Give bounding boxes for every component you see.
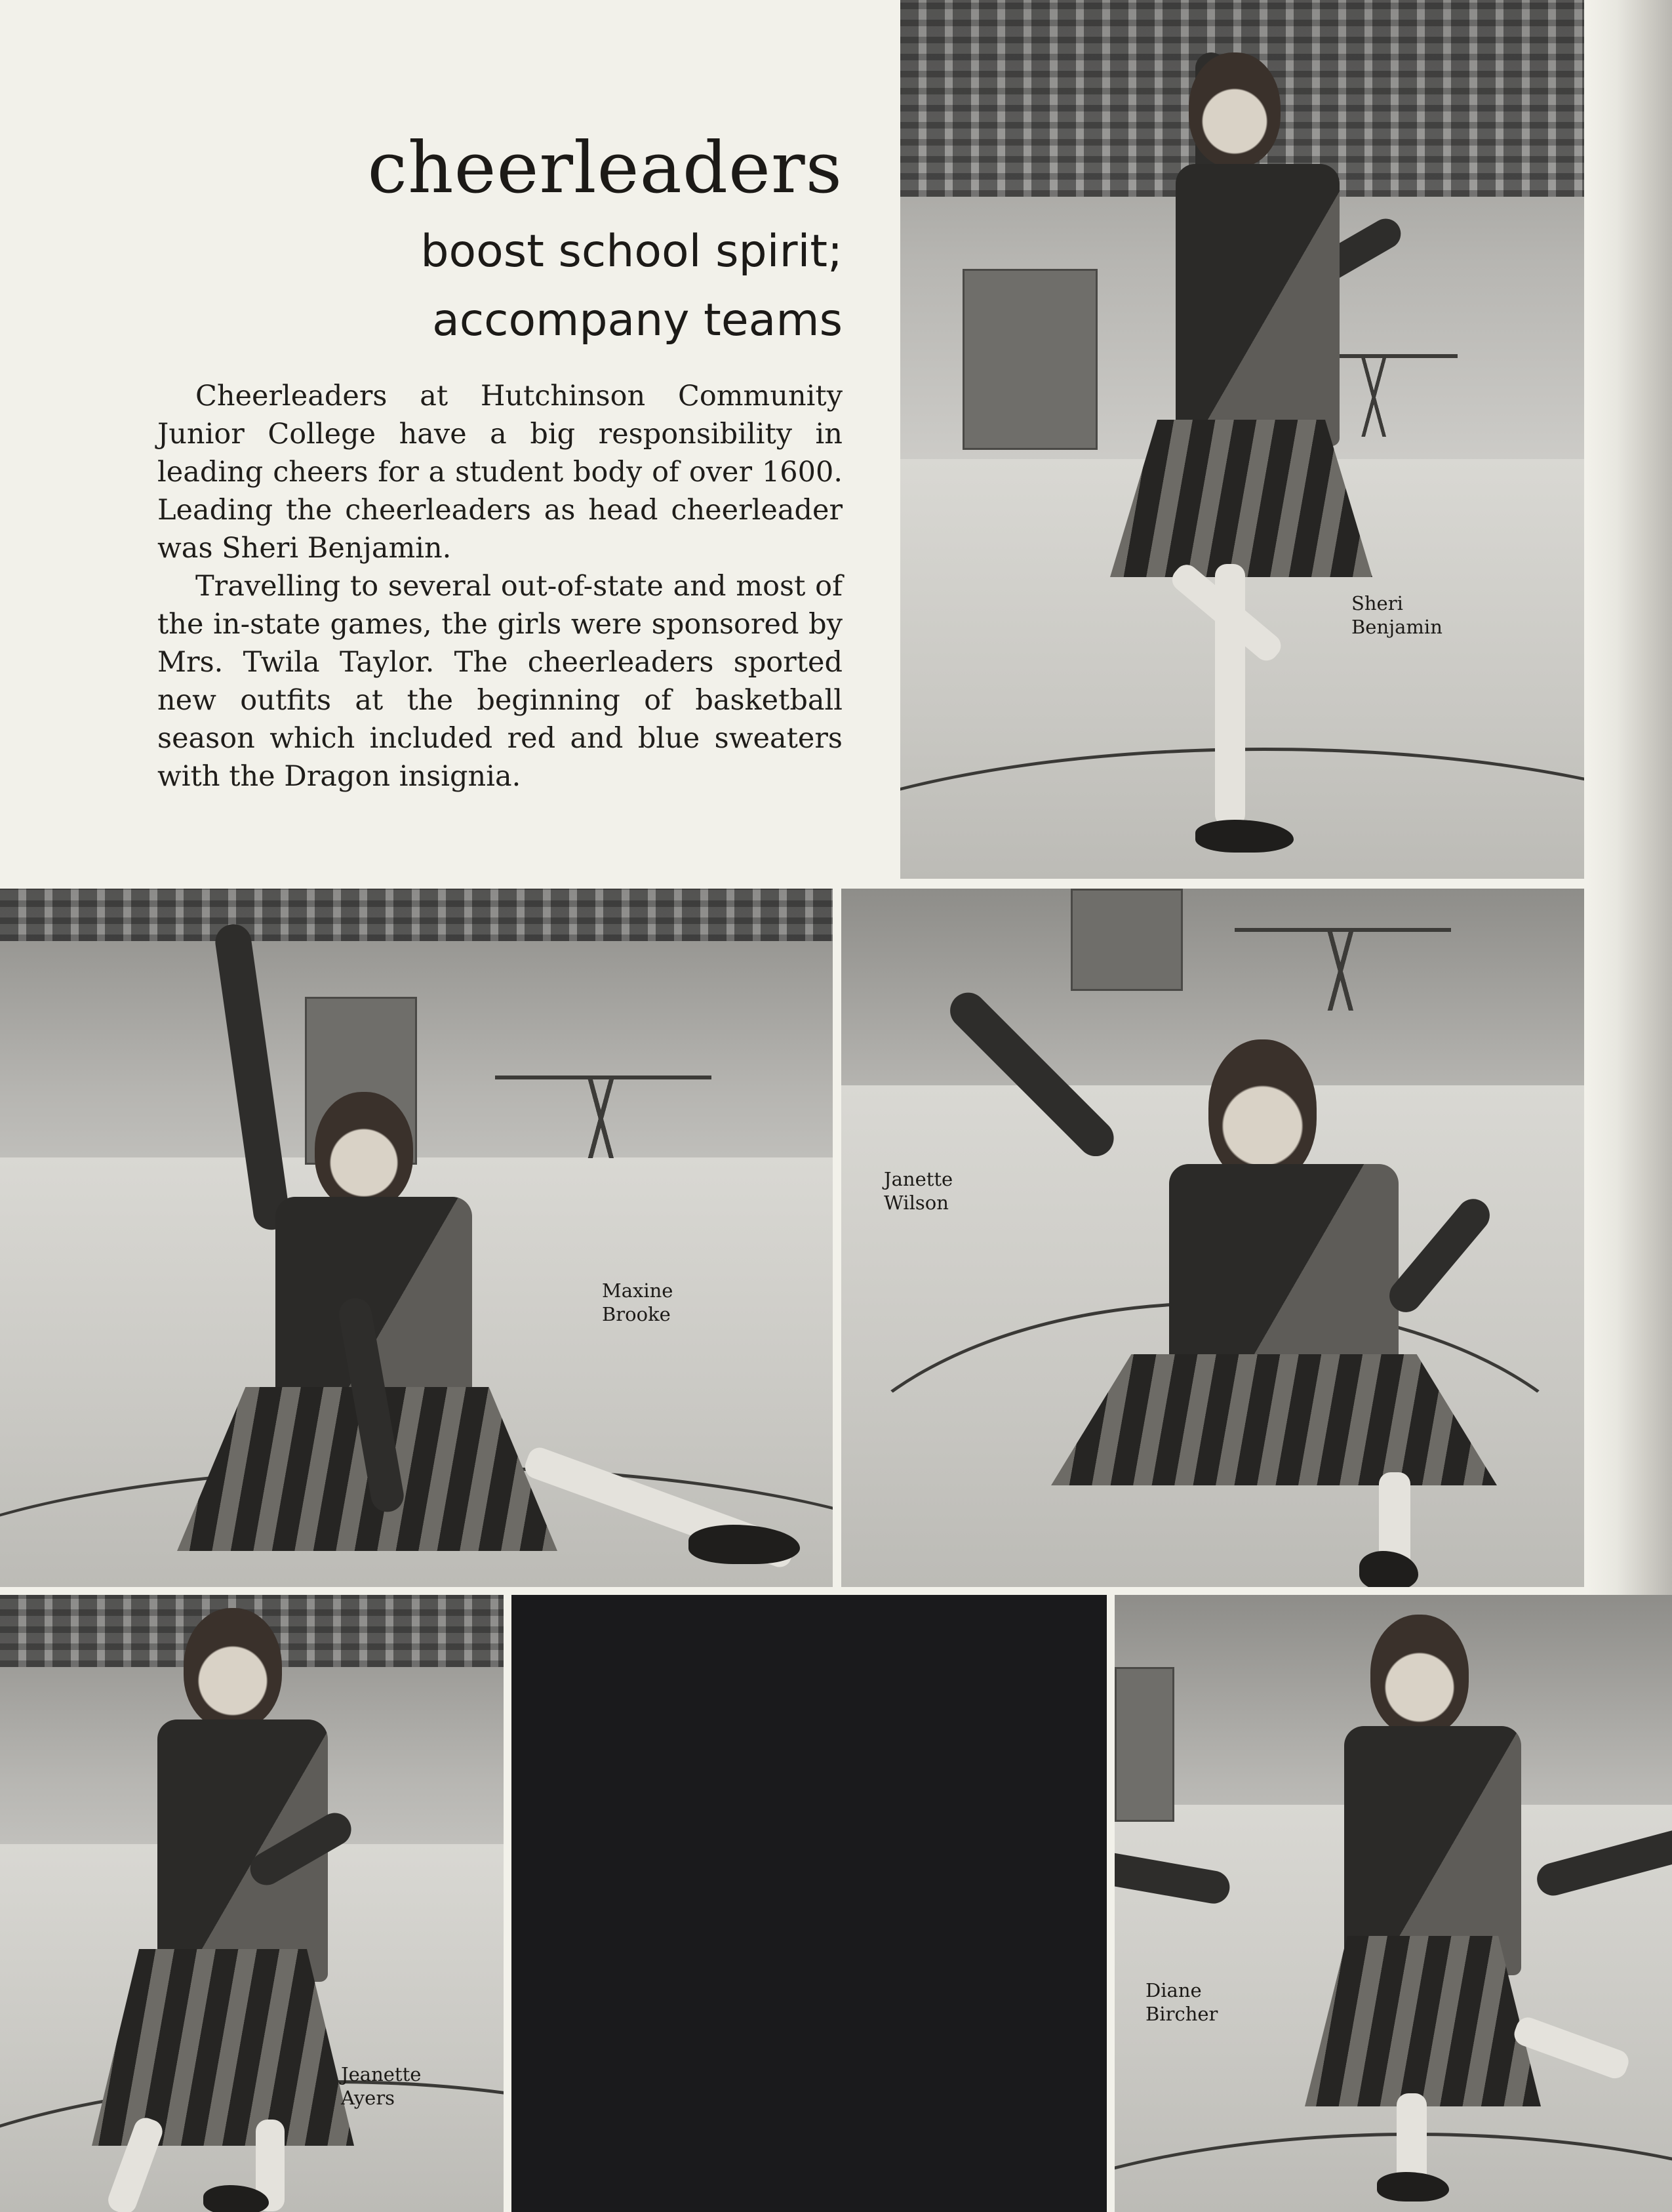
photo-caption: Diane Bircher	[1145, 1979, 1218, 2025]
dark-photo-panel	[511, 1595, 1107, 2212]
cheerleader-figure	[39, 1608, 367, 2205]
cheerleader-figure	[1012, 908, 1510, 1584]
photo-sheri-benjamin	[900, 0, 1584, 879]
photo-caption: Jeanette Ayers	[341, 2063, 422, 2109]
cheerleader-figure	[1064, 39, 1392, 866]
photo-caption: Janette Wilson	[884, 1168, 953, 1214]
photo-janette-wilson	[841, 889, 1584, 1587]
article-body	[157, 377, 843, 795]
subtitle-line-2: accompany teams	[432, 294, 843, 346]
photo-jeanette-ayers	[0, 1595, 504, 2212]
article-paragraph: Travelling to several out-of-state and most of the in-state games, the girls were sponsored by Mrs. Twila Taylor. The cheerleaders sported new outfits at the beginning of basketball season which included red and blue sweaters with the Dragon insignia.	[157, 570, 843, 793]
subtitle-line-1: boost school spirit;	[420, 226, 843, 277]
photo-maxine-brooke	[0, 889, 833, 1587]
cheerleader-figure	[1154, 1608, 1652, 2205]
page-title: cheerleaders	[367, 127, 843, 209]
cheerleader-figure	[144, 902, 800, 1584]
photo-caption: Sheri Benjamin	[1351, 592, 1443, 638]
article-paragraph: Cheerleaders at Hutchinson Community Junior College have a big responsibility in leading cheers for a student body of over 1600. Leading the cheerleaders as head cheerleader was Sheri Benjamin.	[157, 380, 843, 565]
photo-caption: Maxine Brooke	[602, 1279, 673, 1325]
photo-diane-bircher	[1115, 1595, 1672, 2212]
